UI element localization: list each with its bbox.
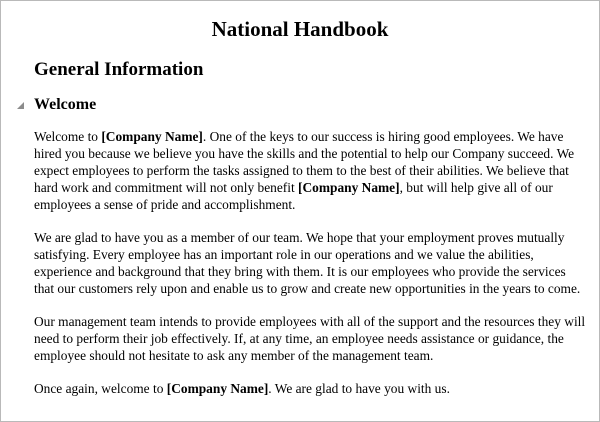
paragraph-text: Once again, welcome to [34, 381, 167, 396]
company-name-placeholder: [Company Name] [298, 180, 400, 195]
paragraph-text: Welcome to [34, 129, 102, 144]
paragraph-text: We are glad to have you as a member of our team. We hope that your employment proves mutually satisfying. Every employee has an important role in our operations and we value the abilities, experience and background that they bring with them. It is our employees who provide the services that our customers rely upon and enable us to grow and create new opportunities in the years to come. [34, 230, 581, 296]
paragraph [34, 229, 589, 297]
section-heading: General Information [34, 59, 204, 80]
paragraph [34, 128, 589, 213]
document-body [34, 128, 589, 413]
paragraph [34, 313, 589, 364]
paragraph-text: , but will help give all of our employees a sense of pride and accomplishment. [34, 180, 553, 212]
company-name-placeholder: [Company Name] [166, 381, 269, 396]
paragraph [34, 380, 589, 397]
company-name-placeholder: [Company Name] [101, 129, 203, 144]
paragraph-text: . We are glad to have you with us. [268, 381, 450, 396]
collapse-triangle-icon[interactable] [16, 98, 26, 108]
paragraph-text: Our management team intends to provide employees with all of the support and the resources they will need to perform their job effectively. If, at any time, an employee needs assistance or guidance, the employee should not hesitate to ask any member of the management team. [34, 314, 586, 363]
paragraph-text: . One of the keys to our success is hiring good employees. We have hired you because we believe you have the skills and the potential to help our Company succeed. We expect employees to perform the tasks assigned to them to the best of their abilities. We believe that hard work and commitment will not only benefit [34, 129, 575, 195]
document-title: National Handbook [211, 17, 389, 41]
subsection-heading: Welcome [34, 96, 97, 113]
